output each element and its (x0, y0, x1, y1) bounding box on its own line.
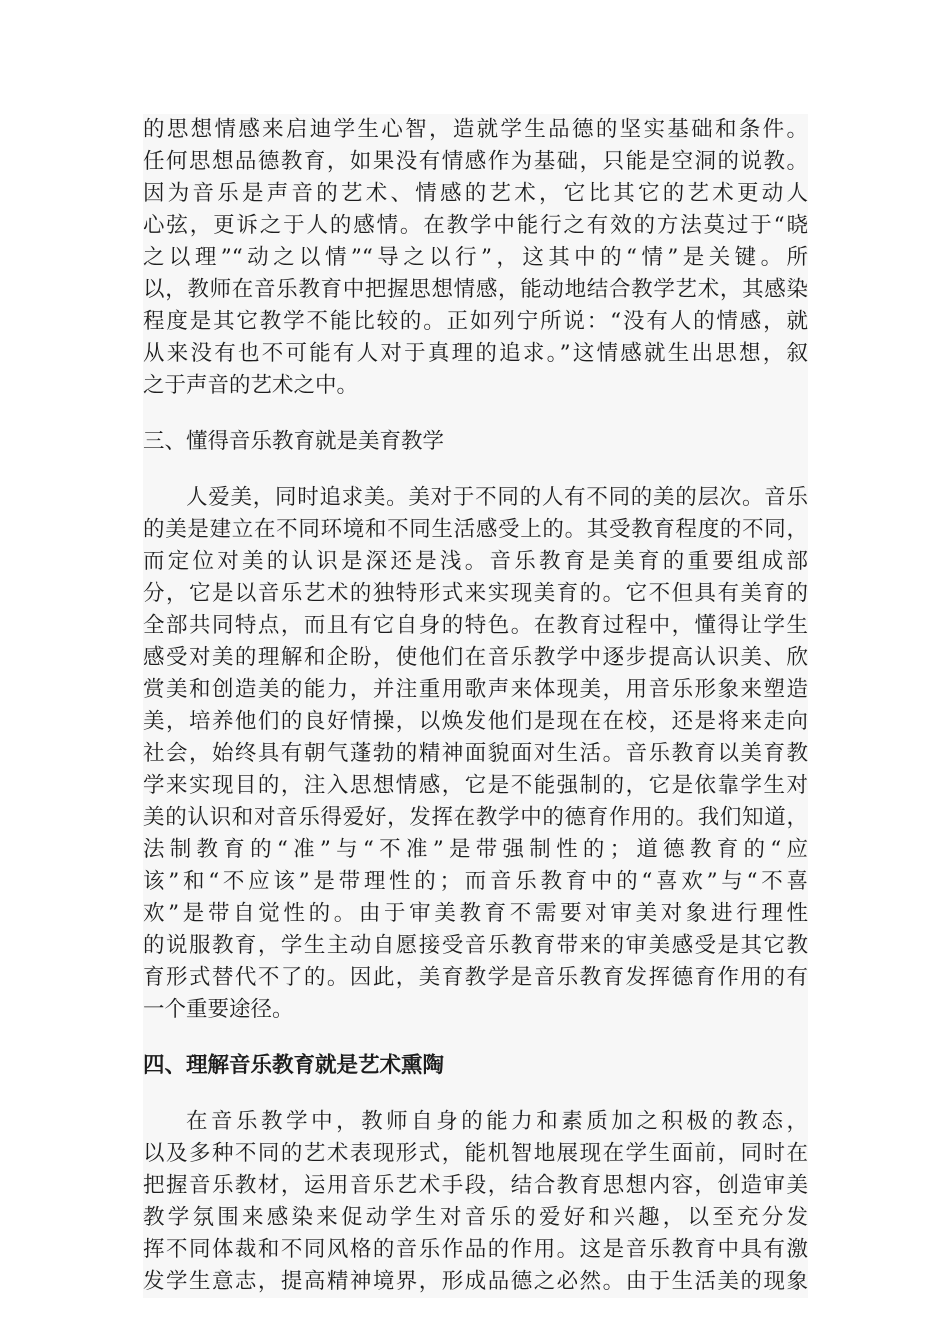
text-line: 发学生意志，提高精神境界，形成品德之必然。由于生活美的现象 (143, 1269, 808, 1294)
text-line: 的说服教育，学生主动自愿接受音乐教育带来的审美感受是其它教 (143, 933, 808, 958)
text-line: 之以理”“动之以情”“导之以行”，这其中的“情”是关键。所 (143, 245, 808, 270)
paragraph-gap (143, 402, 808, 426)
text-line: 把握音乐教材，运用音乐艺术手段，结合教育思想内容，创造审美 (143, 1173, 808, 1198)
text-line: 从来没有也不可能有人对于真理的追求。”这情感就生出思想，叙 (143, 341, 808, 366)
text-line: 全部共同特点，而且有它自身的特色。在教育过程中，懂得让学生 (143, 613, 808, 638)
document-body (143, 114, 808, 1298)
text-line: 在音乐教学中，教师自身的能力和素质加之积极的教态， (186, 1109, 808, 1134)
text-line: 法制教育的“准”与“不准”是带强制性的；道德教育的“应 (143, 837, 808, 862)
text-line: 因为音乐是声音的艺术、情感的艺术，它比其它的艺术更动人 (143, 181, 808, 206)
text-line: 心弦，更诉之于人的感情。在教学中能行之有效的方法莫过于“晓 (143, 213, 808, 238)
text-line: 而定位对美的认识是深还是浅。音乐教育是美育的重要组成部 (143, 549, 808, 574)
text-line: 的思想情感来启迪学生心智，造就学生品德的坚实基础和条件。 (143, 117, 808, 142)
text-line: 人爱美，同时追求美。美对于不同的人有不同的美的层次。音乐 (186, 485, 808, 510)
text-line: 感受对美的理解和企盼，使他们在音乐教学中逐步提高认识美、欣 (143, 645, 808, 670)
section-heading-4: 四、理解音乐教育就是艺术熏陶 (143, 1053, 445, 1078)
paragraph-3 (143, 1106, 808, 1298)
text-line: 赏美和创造美的能力，并注重用歌声来体现美，用音乐形象来塑造 (143, 677, 808, 702)
paragraph-1 (143, 114, 808, 402)
text-line: 学来实现目的，注入思想情感，它是不能强制的，它是依靠学生对 (143, 773, 808, 798)
text-line: 之于声音的艺术之中。 (143, 373, 359, 398)
text-line: 育形式替代不了的。因此，美育教学是音乐教育发挥德育作用的有 (143, 965, 808, 990)
text-line: 社会，始终具有朝气蓬勃的精神面貌面对生活。音乐教育以美育教 (143, 741, 808, 766)
text-line: 美，培养他们的良好情操，以焕发他们是现在在校，还是将来走向 (143, 709, 808, 734)
text-line: 程度是其它教学不能比较的。正如列宁所说：“没有人的情感，就 (143, 309, 808, 334)
text-line: 一个重要途径。 (143, 997, 294, 1022)
paragraph-2 (143, 482, 808, 1026)
section-heading-3: 三、懂得音乐教育就是美育教学 (143, 429, 445, 454)
text-line: 以，教师在音乐教育中把握思想情感，能动地结合教学艺术，其感染 (143, 277, 808, 302)
text-line: 美的认识和对音乐得爱好，发挥在教学中的德育作用的。我们知道， (143, 805, 808, 830)
paragraph-gap (143, 1026, 808, 1050)
text-line: 该”和“不应该”是带理性的；而音乐教育中的“喜欢”与“不喜 (143, 869, 808, 894)
text-line: 以及多种不同的艺术表现形式，能机智地展现在学生面前，同时在 (143, 1141, 808, 1166)
paragraph-gap (143, 1082, 808, 1106)
text-line: 欢”是带自觉性的。由于审美教育不需要对审美对象进行理性 (143, 901, 808, 926)
text-line: 任何思想品德教育，如果没有情感作为基础，只能是空洞的说教。 (143, 149, 808, 174)
text-line: 挥不同体裁和不同风格的音乐作品的作用。这是音乐教育中具有激 (143, 1237, 808, 1262)
paragraph-gap (143, 458, 808, 482)
text-line: 教学氛围来感染来促动学生对音乐的爱好和兴趣，以至充分发 (143, 1205, 808, 1230)
text-line: 分，它是以音乐艺术的独特形式来实现美育的。它不但具有美育的 (143, 581, 808, 606)
text-line: 的美是建立在不同环境和不同生活感受上的。其受教育程度的不同， (143, 517, 808, 542)
